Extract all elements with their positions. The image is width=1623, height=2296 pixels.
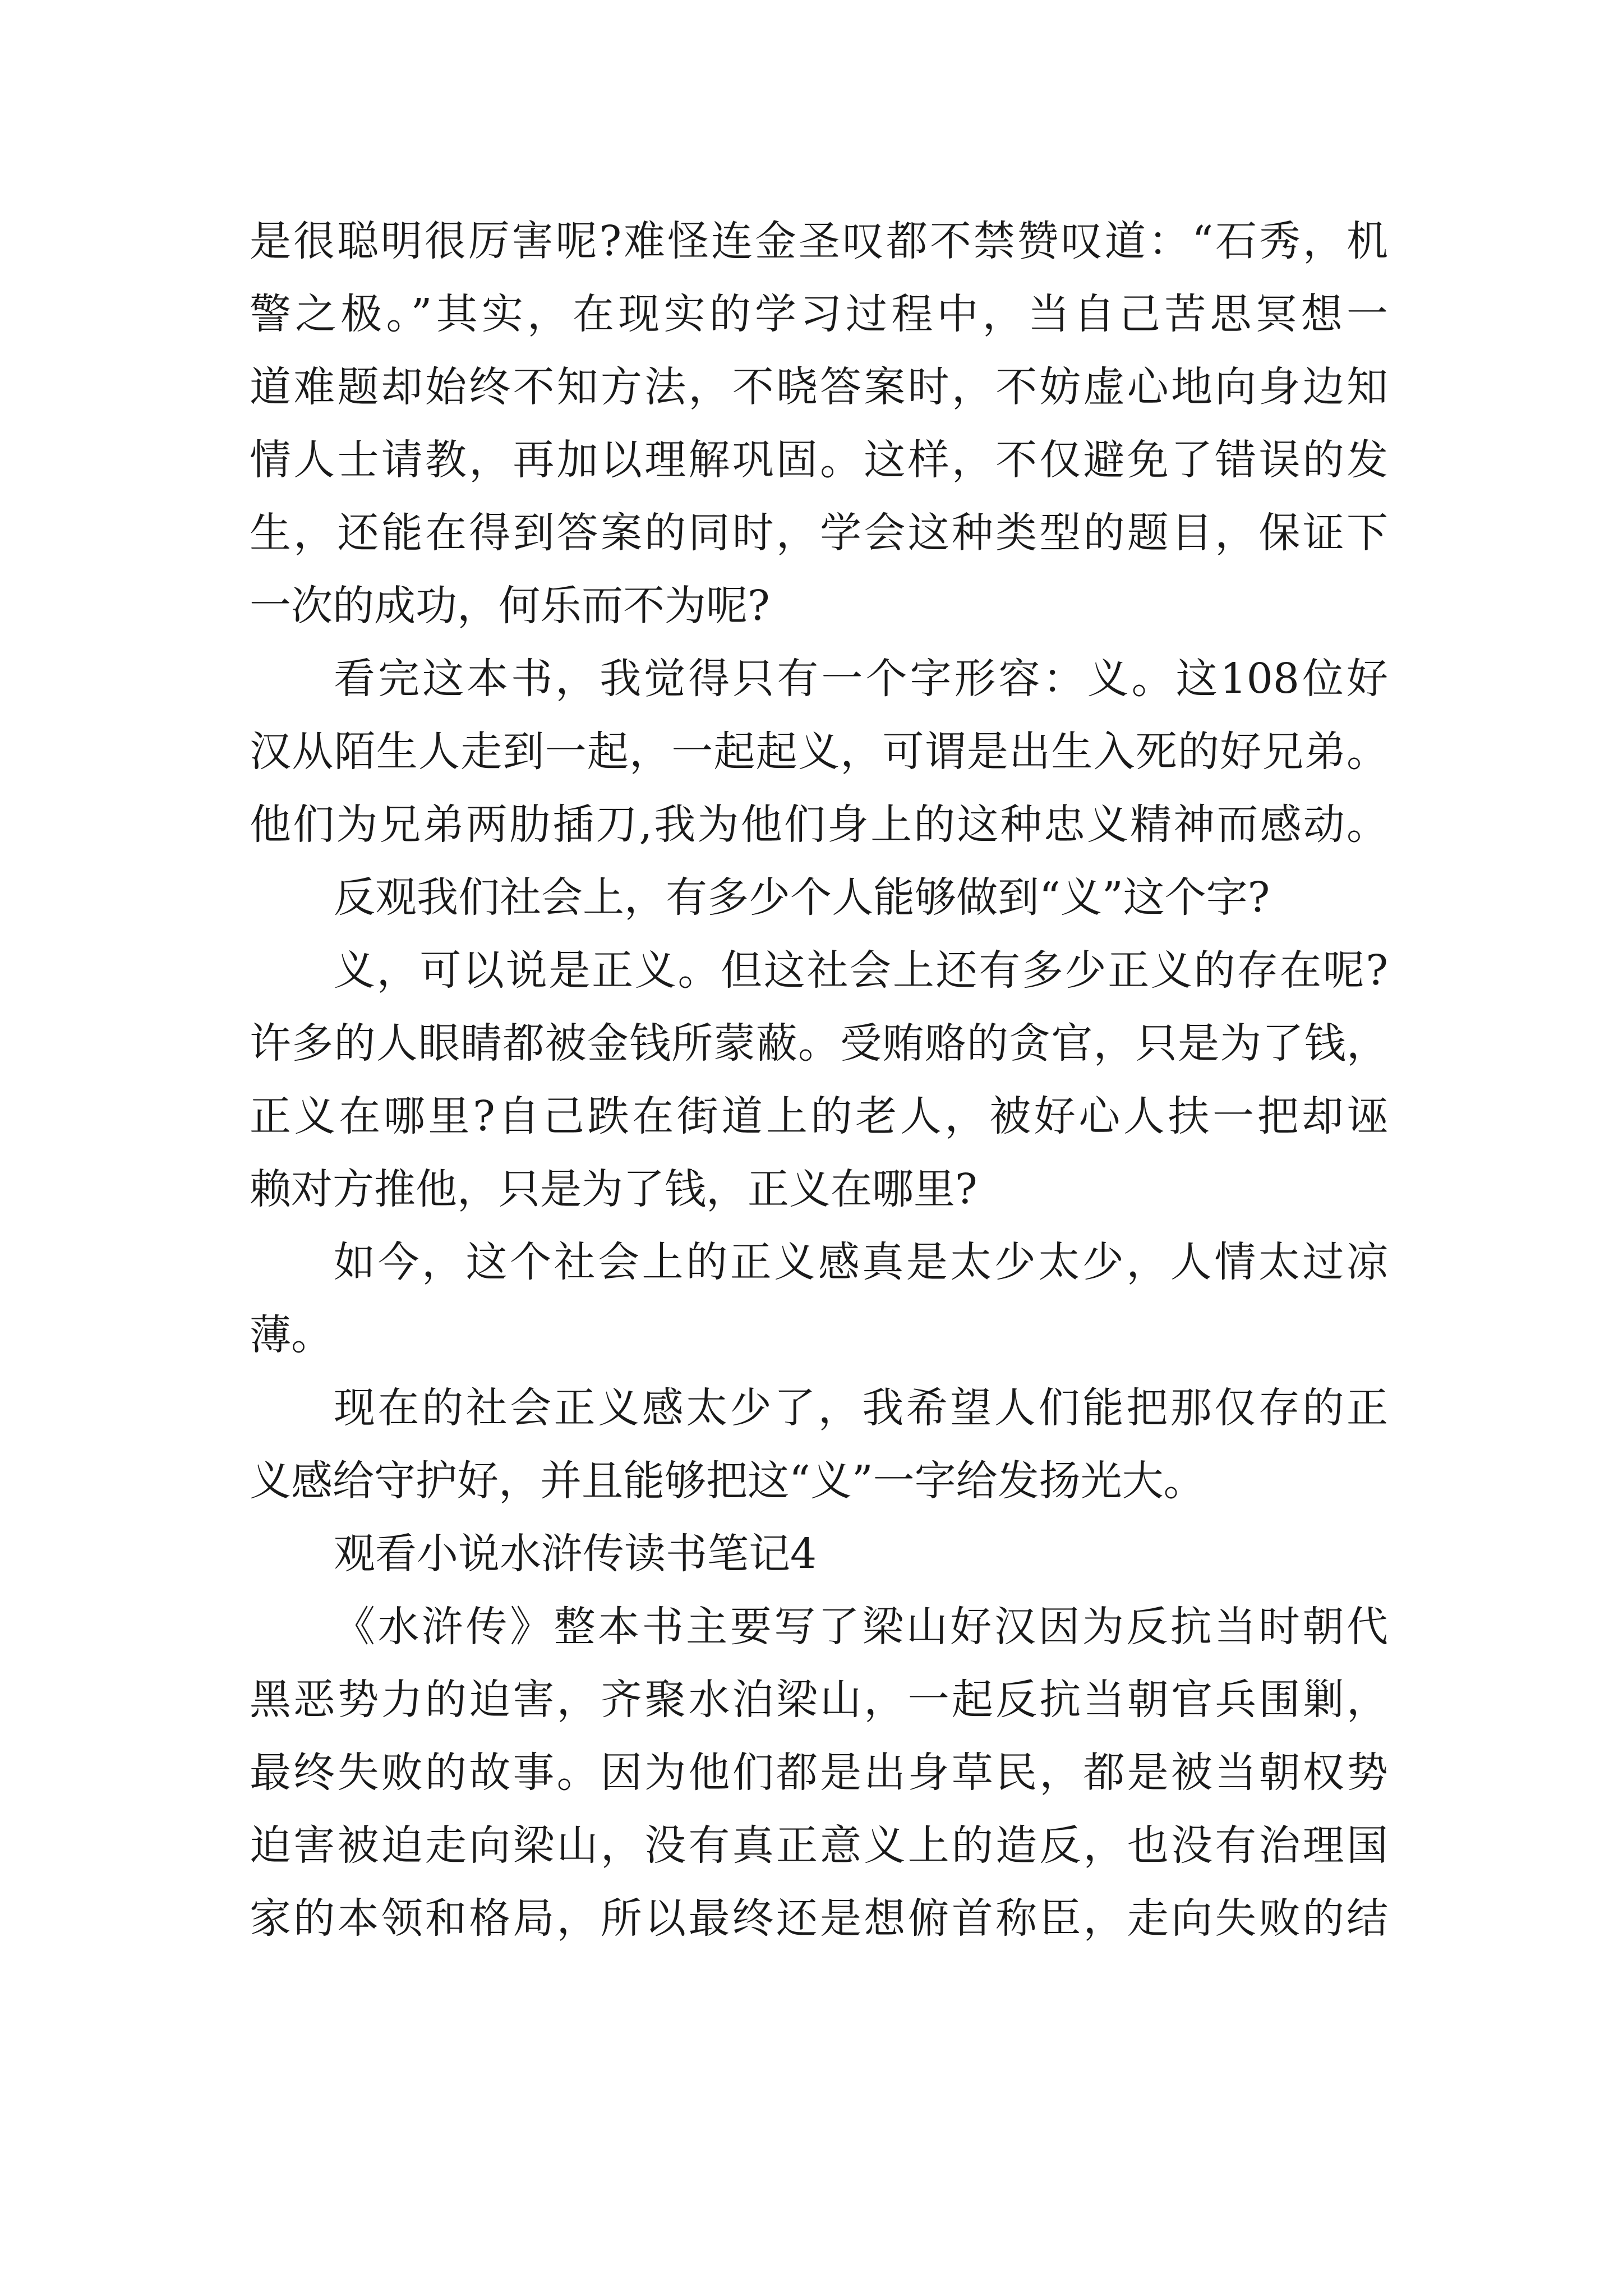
- text-line: 反观我们社会上，有多少个人能够做到“义”这个字?: [334, 873, 1270, 922]
- text-line: 最终失败的故事。因为他们都是出身草民，都是被当朝权势: [250, 1749, 1388, 1797]
- text-line: 看完这本书，我觉得只有一个字形容：义。这108位好: [334, 655, 1388, 703]
- text-line: 《水浒传》整本书主要写了梁山好汉因为反抗当时朝代: [334, 1603, 1388, 1651]
- text-line: 薄。: [250, 1311, 333, 1359]
- text-line: 现在的社会正义感太少了，我希望人们能把那仅存的正: [334, 1384, 1388, 1432]
- text-line: 情人士请教，再加以理解巩固。这样，不仅避免了错误的发: [250, 436, 1388, 484]
- text-line: 一次的成功，何乐而不为呢?: [250, 582, 770, 630]
- text-line: 家的本领和格局，所以最终还是想俯首称臣，走向失败的结: [250, 1894, 1388, 1943]
- text-line: 警之极。”其实，在现实的学习过程中，当自己苦思冥想一: [250, 290, 1388, 338]
- text-line: 道难题却始终不知方法，不晓答案时，不妨虚心地向身边知: [250, 363, 1388, 411]
- text-line: 他们为兄弟两肋插刀,我为他们身上的这种忠义精神而感动。: [250, 800, 1388, 849]
- document-body: [250, 205, 1388, 1955]
- text-line: 义感给守护好，并且能够把这“义”一字给发扬光大。: [250, 1457, 1205, 1505]
- text-line: 汉从陌生人走到一起，一起起义，可谓是出生入死的好兄弟。: [250, 728, 1388, 776]
- text-line: 迫害被迫走向梁山，没有真正意义上的造反，也没有治理国: [250, 1821, 1388, 1870]
- text-line: 黑恶势力的迫害，齐聚水泊梁山，一起反抗当朝官兵围剿，: [250, 1676, 1388, 1724]
- text-line: 如今，这个社会上的正义感真是太少太少，人情太过凉: [334, 1238, 1388, 1286]
- text-line: 是很聪明很厉害呢?难怪连金圣叹都不禁赞叹道：“石秀，机: [250, 217, 1388, 265]
- text-line: 义，可以说是正义。但这社会上还有多少正义的存在呢?: [334, 946, 1388, 995]
- text-line: 观看小说水浒传读书笔记4: [334, 1530, 817, 1578]
- text-line: 生，还能在得到答案的同时，学会这种类型的题目，保证下: [250, 509, 1388, 557]
- text-line: 赖对方推他，只是为了钱，正义在哪里?: [250, 1165, 978, 1213]
- text-line: 许多的人眼睛都被金钱所蒙蔽。受贿赂的贪官，只是为了钱，: [250, 1019, 1388, 1068]
- text-line: 正义在哪里?自己跌在街道上的老人，被好心人扶一把却诬: [250, 1092, 1388, 1140]
